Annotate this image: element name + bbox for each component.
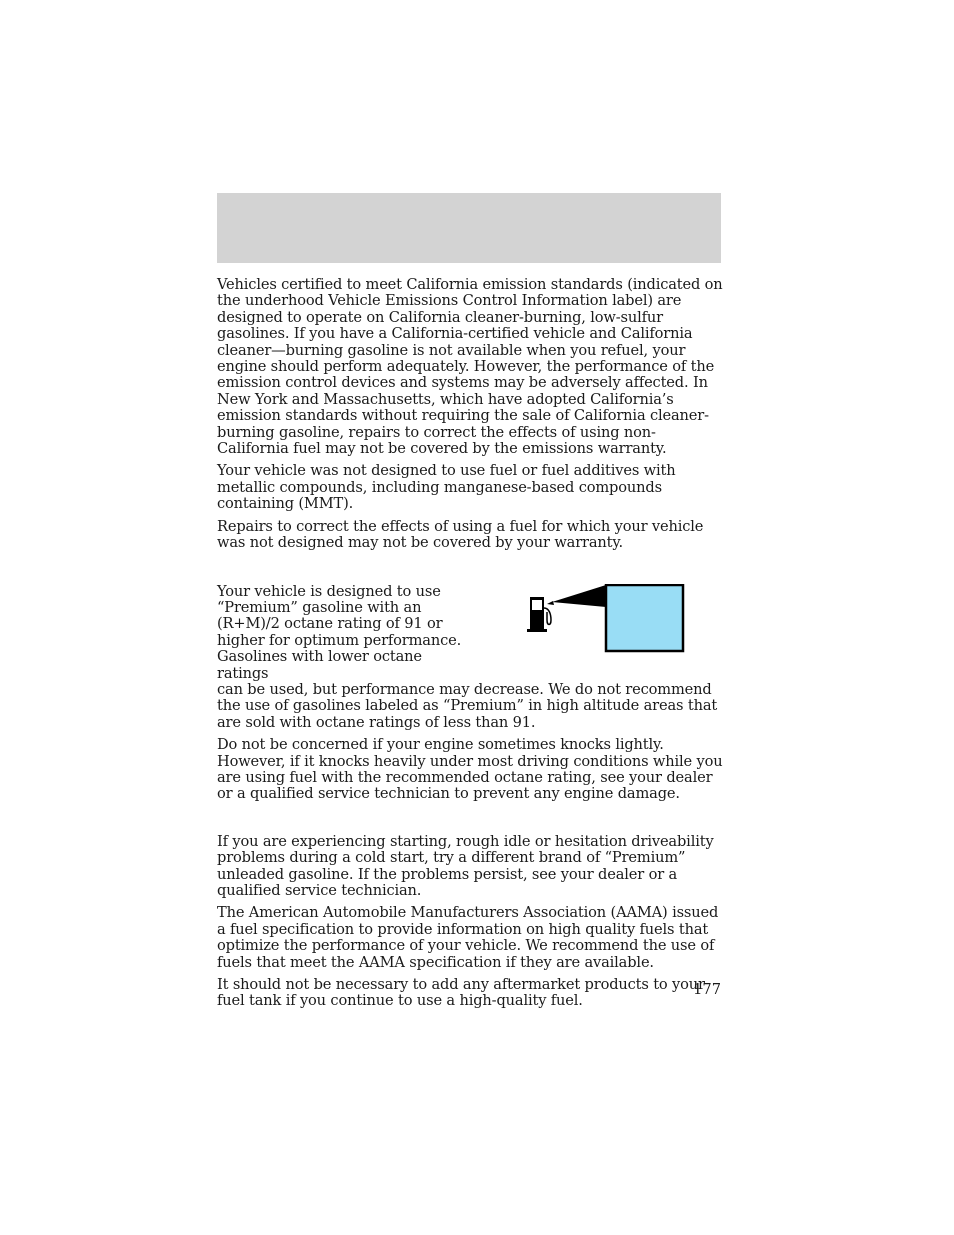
octane-section — [217, 584, 723, 732]
octane-line: higher for optimum performance. — [217, 631, 462, 649]
paragraph-driveability: If you are experiencing starting, rough idle or hesitation driveability problems during a cold start, try a different brand of “Premium” unleaded gasoline. If the problems persist, see your dealer or a qualified service technician. — [217, 832, 714, 899]
octane-line: “Premium” gasoline with an — [217, 598, 422, 616]
paragraph-engine-knock: Do not be concerned if your engine sometimes knocks lightly. However, if it knocks heavily under most driving conditions while you are using fuel with the recommended octane rating, see your dealer or a qualified service technician to prevent any engine damage. — [217, 736, 723, 803]
section-header-band — [217, 193, 721, 263]
octane-line: (R+M)/2 octane rating of 91 or — [217, 615, 443, 633]
page-number: 177 — [693, 981, 721, 998]
callout-wedge — [552, 585, 606, 607]
paragraph-metallic-additives: Your vehicle was not designed to use fuel or fuel additives with metallic compounds, including manganese-based compounds containing (MMT). — [217, 462, 676, 513]
octane-line: Your vehicle is designed to use — [217, 582, 441, 600]
octane-intro-lines — [217, 584, 467, 682]
octane-label-box — [606, 585, 683, 651]
page-content — [217, 277, 723, 1016]
paragraph-aama-spec: The American Automobile Manufacturers Association (AAMA) issued a fuel specification to provide information on high quality fuels that optimize the performance of your vehicle. We recommend the use of fuels that meet the AAMA specification if they are available. — [217, 904, 719, 971]
paragraph-california-emissions: Vehicles certified to meet California emission standards (indicated on the underhood Vehicle Emissions Control Information label) are designed to operate on California cleaner-burning, low-sulfur gasolines. If you have a California-certified vehicle and California cleaner—burning gasoline is not available when you refuel, your engine should perform adequately. However, the performance of the emission control devices and systems may be adversely affected. In New York and Massachusetts, which have adopted California’s emission standards without requiring the sale of California cleaner-burning gasoline, repairs to correct the effects of using non-California fuel may not be covered by the emissions warranty. — [217, 276, 723, 458]
paragraph-aftermarket: It should not be necessary to add any aftermarket products to your fuel tank if you continue to use a high-quality fuel. — [217, 976, 705, 1010]
fuel-pump-icon — [527, 597, 554, 632]
octane-line: Gasolines with lower octane ratings — [217, 648, 422, 682]
paragraph-warranty-repairs: Repairs to correct the effects of using a fuel for which your vehicle was not designed may not be covered by your warranty. — [217, 517, 704, 552]
octane-continuation: can be used, but performance may decrease. We do not recommend the use of gasolines labeled as “Premium” in high altitude areas that are sold with octane ratings of less than 91. — [217, 680, 718, 731]
fuel-octane-illustration — [527, 584, 687, 659]
